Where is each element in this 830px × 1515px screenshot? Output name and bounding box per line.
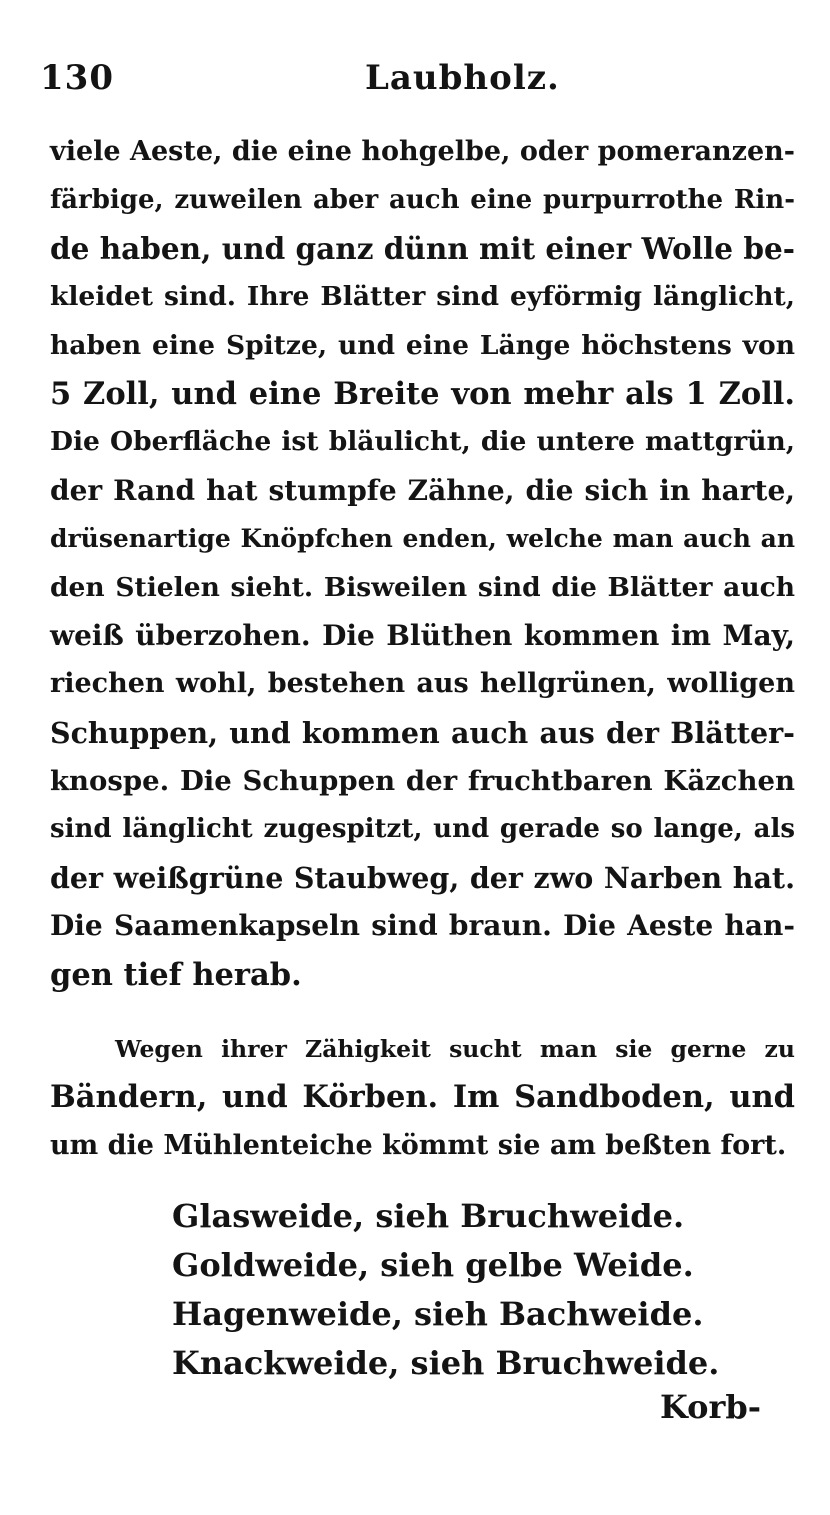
text-line: haben eine Spitze, und eine Länge höchstens von	[50, 329, 795, 361]
text-line: der weißgrüne Staubweg, der zwo Narben hat.	[50, 860, 795, 895]
text-line: riechen wohl, bestehen aus hellgrünen, wolligen	[50, 668, 795, 700]
text-line: um die Mühlenteiche kömmt sie am beßten fort.	[50, 1129, 787, 1161]
running-head: Laubholz.	[365, 58, 560, 98]
text-line: kleidet sind. Ihre Blätter sind eyförmig länglicht,	[50, 281, 795, 313]
text-line: gen tief herab.	[50, 956, 302, 993]
cross-reference-entry: Knackweide, sieh Bruchweide.	[172, 1344, 720, 1382]
paragraph-1	[50, 128, 795, 999]
text-line: der Rand hat stumpfe Zähne, die sich in harte,	[50, 473, 795, 507]
text-line: weiß überzohen. Die Blüthen kommen im May,	[50, 618, 795, 652]
paragraph-2	[50, 1025, 795, 1170]
cross-reference-list	[172, 1192, 732, 1388]
cross-reference-entry: Goldweide, sieh gelbe Weide.	[172, 1246, 694, 1284]
text-line: sind länglicht zugespitzt, und gerade so lange, als	[50, 814, 795, 845]
text-line: drüsenartige Knöpfchen enden, welche man auch an	[50, 524, 795, 554]
page-header	[40, 58, 800, 108]
page-number: 130	[40, 58, 114, 98]
text-line: viele Aeste, die eine hohgelbe, oder pomeranzen-	[50, 136, 795, 167]
text-line: Die Oberfläche ist bläulicht, die untere mattgrün,	[50, 426, 795, 458]
text-line: Wegen ihrer Zähigkeit sucht man sie gerne zu	[115, 1035, 795, 1063]
text-line: Bändern, und Körben. Im Sandboden, und	[50, 1079, 795, 1116]
text-line: Die Saamenkapseln sind braun. Die Aeste han-	[50, 909, 795, 943]
text-line: den Stielen sieht. Bisweilen sind die Blätter auch	[50, 571, 795, 603]
cross-reference-entry: Hagenweide, sieh Bachweide.	[172, 1295, 704, 1333]
text-line: de haben, und ganz dünn mit einer Wolle be-	[50, 230, 795, 266]
text-line: färbige, zuweilen aber auch eine purpurrothe Rin-	[50, 185, 795, 216]
text-line: 5 Zoll, und eine Breite von mehr als 1 Zoll.	[50, 375, 795, 412]
text-line: knospe. Die Schuppen der fruchtbaren Käzchen	[50, 765, 795, 798]
text-line: Schuppen, und kommen auch aus der Blätter-	[50, 715, 795, 750]
catchword: Korb-	[660, 1388, 761, 1426]
cross-reference-entry: Glasweide, sieh Bruchweide.	[172, 1197, 685, 1235]
